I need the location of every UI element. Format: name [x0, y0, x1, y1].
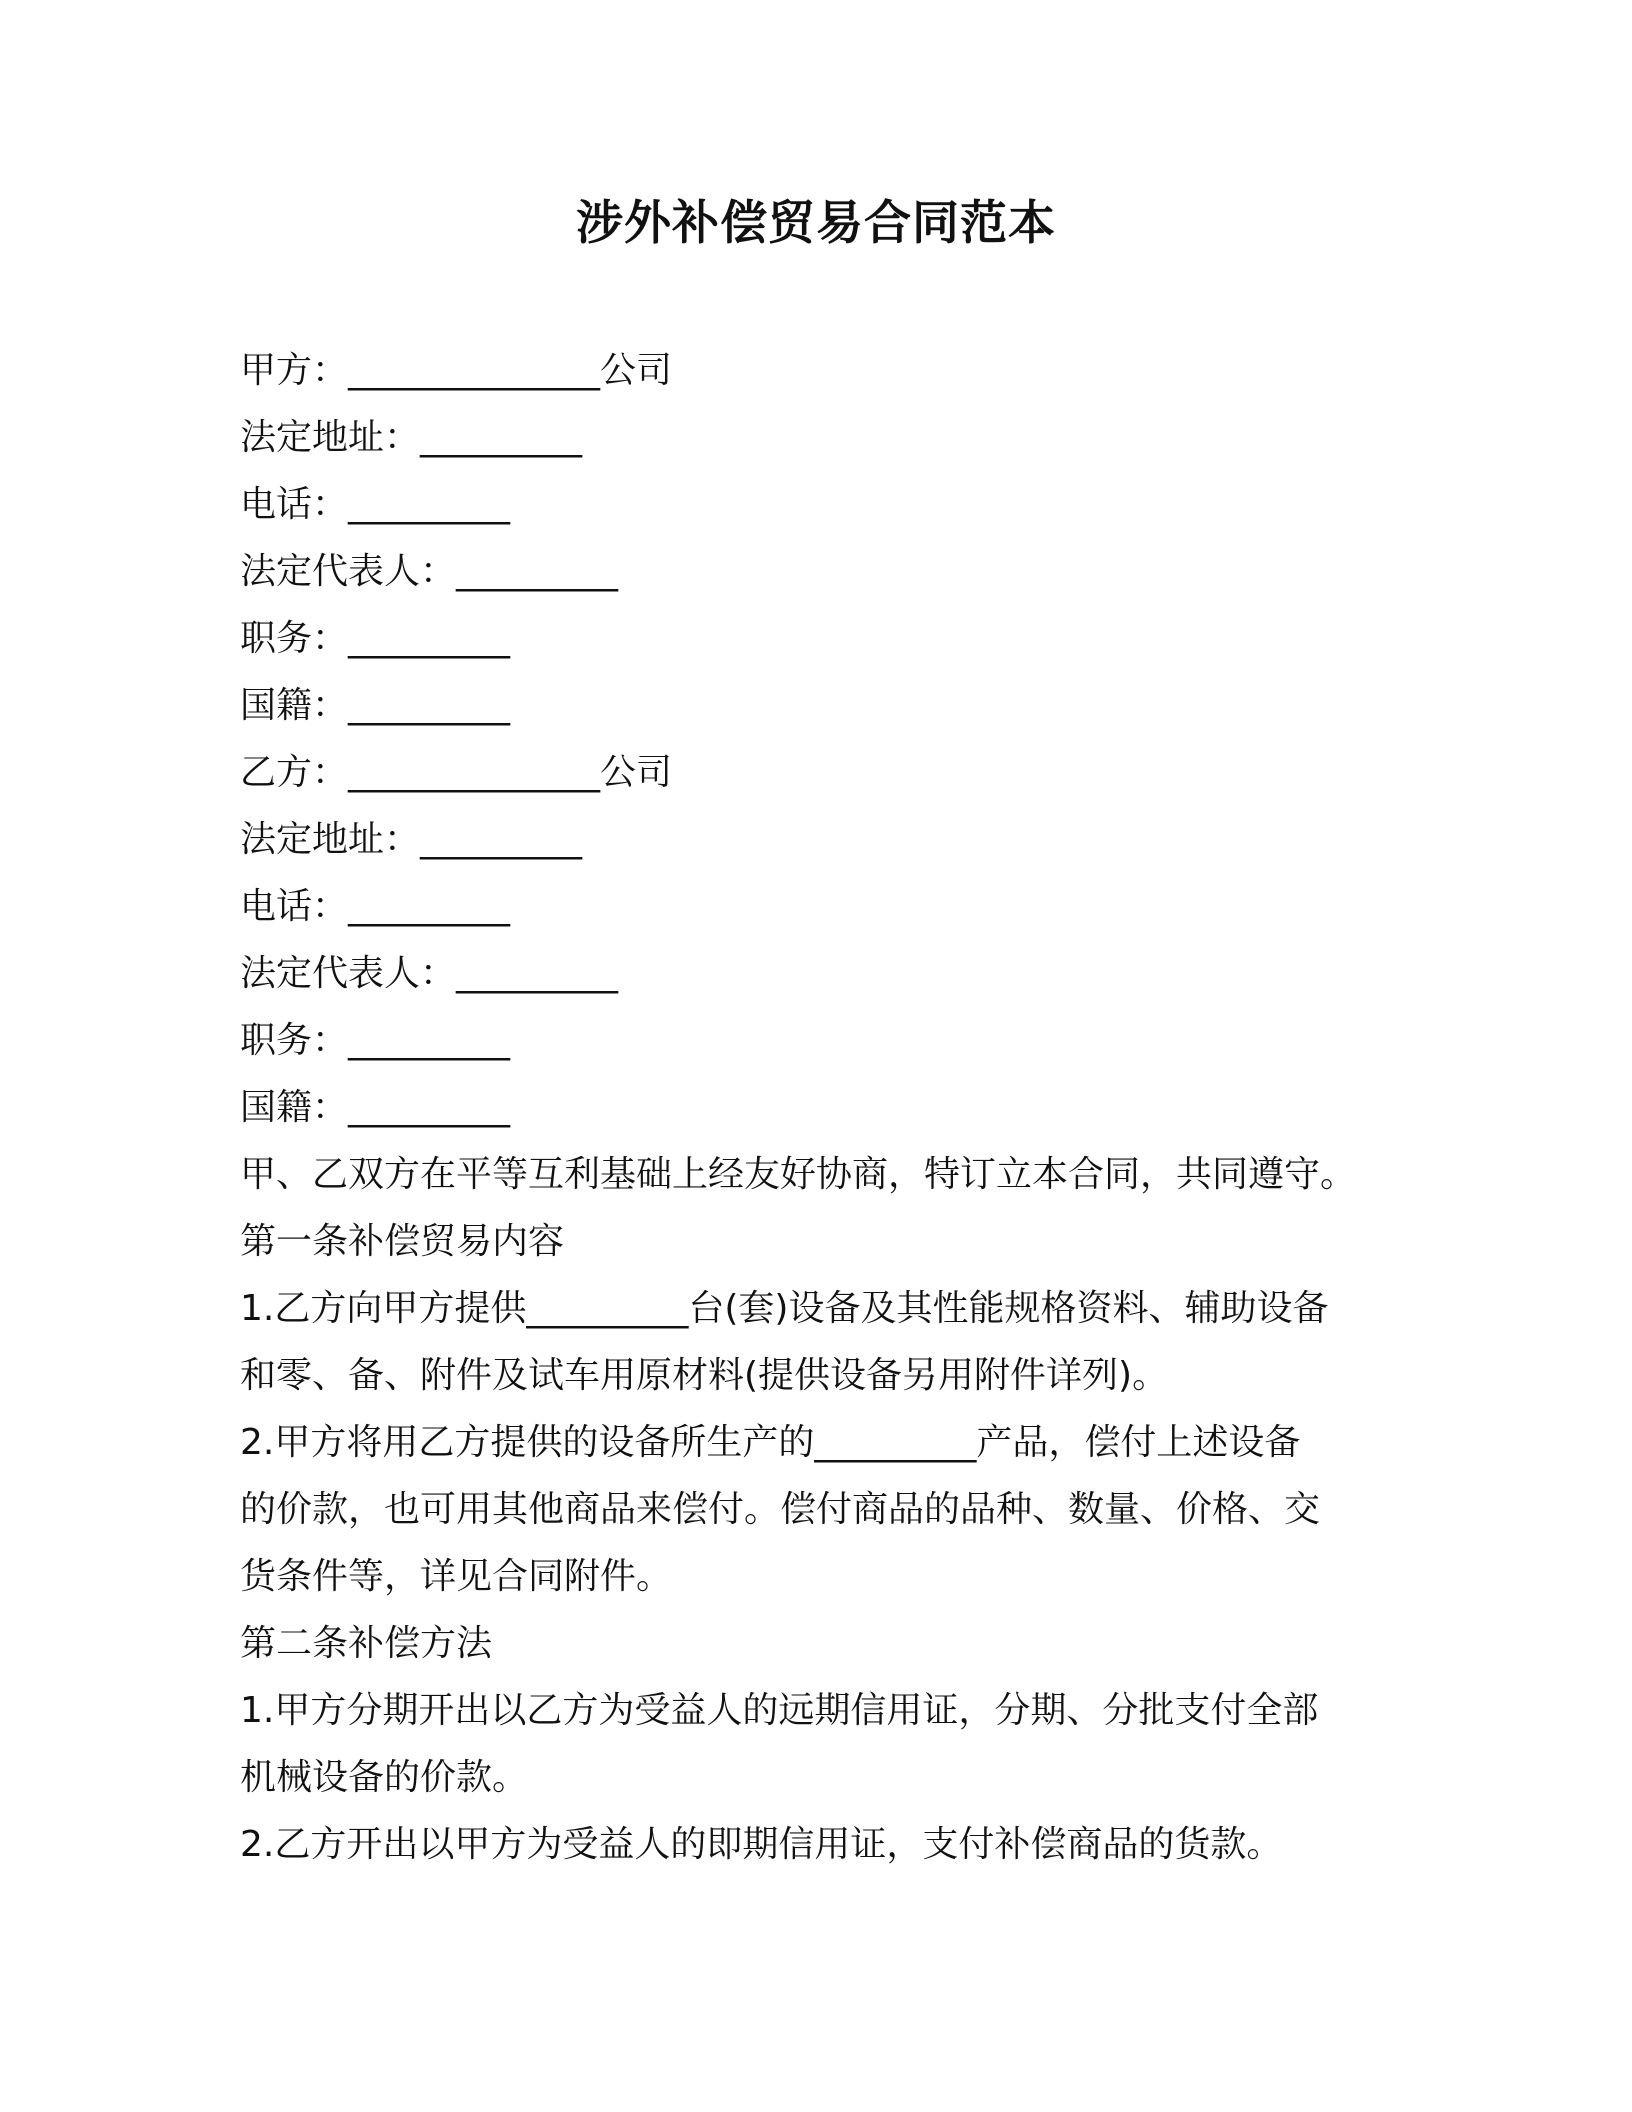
article-1-clause-2-line-3: 货条件等，详见合同附件。: [240, 1556, 673, 1597]
party-a-nationality-line: 国籍：_________: [240, 685, 511, 726]
article-2-heading: 第二条补偿方法: [240, 1623, 493, 1664]
article-1-clause-1-line-1: 1.乙方向甲方提供_________台(套)设备及其性能规格资料、辅助设备: [240, 1288, 1329, 1329]
party-b-phone-line: 电话：_________: [240, 886, 511, 927]
article-1-clause-2-line-2: 的价款，也可用其他商品来偿付。偿付商品的品种、数量、价格、交: [240, 1489, 1321, 1530]
party-a-name-line: 甲方：______________公司: [240, 350, 673, 391]
party-a-phone-line: 电话：_________: [240, 484, 511, 525]
article-1-clause-2-line-1: 2.甲方将用乙方提供的设备所生产的_________产品，偿付上述设备: [240, 1422, 1301, 1463]
party-a-position-line: 职务：_________: [240, 618, 511, 659]
party-b-nationality-line: 国籍：_________: [240, 1087, 511, 1128]
party-b-address-line: 法定地址：_________: [240, 819, 583, 860]
party-b-position-line: 职务：_________: [240, 1020, 511, 1061]
document-body: [240, 337, 1400, 1878]
preamble-line: 甲、乙双方在平等互利基础上经友好协商，特订立本合同，共同遵守。: [240, 1154, 1357, 1195]
document-title: 涉外补偿贸易合同范本: [576, 196, 1056, 251]
article-2-clause-1-line-1: 1.甲方分期开出以乙方为受益人的远期信用证，分期、分批支付全部: [240, 1690, 1319, 1731]
party-b-representative-line: 法定代表人：_________: [240, 953, 619, 994]
article-1-heading: 第一条补偿贸易内容: [240, 1221, 565, 1262]
article-2-clause-2-line-1: 2.乙方开出以甲方为受益人的即期信用证，支付补偿商品的货款。: [240, 1824, 1283, 1865]
party-a-representative-line: 法定代表人：_________: [240, 551, 619, 592]
party-a-address-line: 法定地址：_________: [240, 417, 583, 458]
party-b-name-line: 乙方：______________公司: [240, 752, 673, 793]
article-1-clause-1-line-2: 和零、备、附件及试车用原材料(提供设备另用附件详列)。: [240, 1355, 1169, 1396]
article-2-clause-1-line-2: 机械设备的价款。: [240, 1757, 529, 1798]
